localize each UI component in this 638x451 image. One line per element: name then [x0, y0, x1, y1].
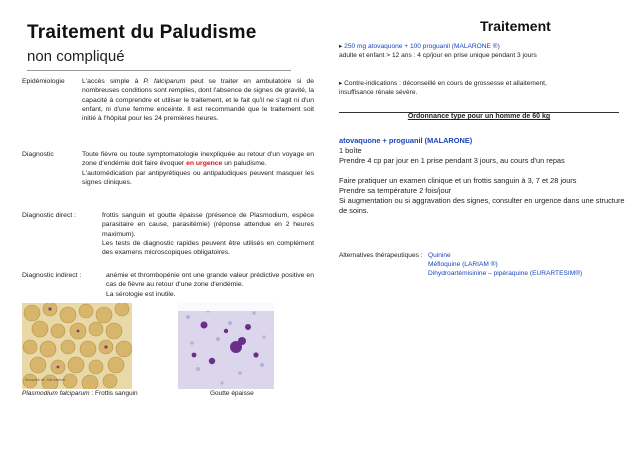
treatment-item-1: ▸ 250 mg atovaquone + 100 proguanil (MALARONE ®) adulte et enfant > 12 ans : 4 cp/jour en prise unique pendant 3 jours: [339, 43, 537, 59]
section-diagnostic: [22, 150, 314, 187]
ordonnance-line: 1 boîte: [339, 146, 362, 155]
section-label: Diagnostic indirect :: [22, 272, 82, 279]
section-label: Diagnostic direct :: [22, 212, 77, 219]
ordonnance-drug: atovaquone + proguanil (MALARONE): [339, 136, 473, 145]
section-label: Epidémiologie: [22, 78, 65, 85]
ordonnance-line: Prendre 4 cp par jour en 1 prise pendant 3 jours, au cours d'un repas: [339, 156, 565, 165]
section-diagnostic-direct: [22, 211, 314, 257]
image-credit: Recopiée de: Site internet: [25, 378, 66, 382]
alternative-item: Dihydroartémisinine – pipéraquine (EURARTESIM®): [428, 269, 583, 277]
page-subtitle: non compliqué: [27, 48, 125, 65]
section-text: Toute fièvre ou toute symptomatologie inexpliquée au retour d'un voyage en zone d'endémie doit faire évoquer en urgence un paludisme. L'automédication par antipyrétiques ou antipaludiques peuvent masquer les signes cliniques.: [82, 151, 314, 186]
section-text: frottis sanguin et goutte épaisse (présence de Plasmodium, espèce parasitaire en cause, parasitémie) (réponse attendue en 2 heures maximum). Les tests de diagnostic rapides peuvent être utilisés en complément des examens microscopiques obligatoires.: [102, 212, 314, 257]
alternatives-label: Alternatives thérapeutiques :: [339, 252, 423, 259]
section-text: L'accès simple à P. falciparum peut se traiter en ambulatoire si de nombreuses conditions sont remplies, dont l'absence de signes de gravité, la capacité à comprendre et utiliser le traitement, et le fait qu'il ne s'agit ni d'un enfant, ni d'une femme enceinte. Il est recommandé que le traitement soit initié à l'hôpital pour les 24 premières heures.: [82, 78, 315, 123]
ordonnance-followup: Si augmentation ou si aggravation des signes, consulter en urgence dans une structure de soins.: [339, 196, 625, 215]
blood-smear-image: [22, 303, 132, 389]
ordonnance-body: [339, 136, 629, 216]
urgent-highlight: en urgence: [186, 160, 223, 168]
section-epidemiologie: [22, 77, 314, 123]
blood-smear-illustration: [22, 303, 132, 389]
arrow-bullet-icon: ▸: [339, 80, 343, 87]
page-title: Traitement du Paludisme: [27, 22, 257, 43]
ordonnance-heading: Ordonnance type pour un homme de 60 kg: [407, 113, 551, 120]
arrow-bullet-icon: ▸: [339, 43, 343, 50]
thick-drop-illustration: [178, 303, 274, 389]
section-diagnostic-indirect: [22, 271, 314, 299]
thick-drop-image: [178, 303, 274, 389]
section-label: Diagnostic: [22, 151, 54, 158]
alternative-item: Méfloquine (LARIAM ®): [428, 260, 498, 268]
alternative-item: Quinine: [428, 252, 451, 259]
section-text: anémie et thrombopénie ont une grande valeur prédictive positive en cas de fièvre au retour d'une zone d'endémie. La sérologie est inutile.: [106, 272, 314, 298]
ordonnance-followup: Prendre sa température 2 fois/jour: [339, 186, 452, 195]
title-divider: [27, 70, 291, 71]
alternatives-list: [428, 252, 633, 278]
smear-caption: Plasmodium falciparum : Frottis sanguin: [22, 390, 138, 397]
ordonnance-followup: Faire pratiquer un examen clinique et un frottis sanguin à 3, 7 et 28 jours: [339, 176, 577, 185]
treatment-title: Traitement: [480, 18, 551, 34]
drop-caption: Goutte épaisse: [210, 390, 254, 397]
treatment-item-2: ▸ Contre-indications : déconseillé en cours de grossesse et allaitement, insuffisance rénale sévère.: [339, 80, 547, 96]
